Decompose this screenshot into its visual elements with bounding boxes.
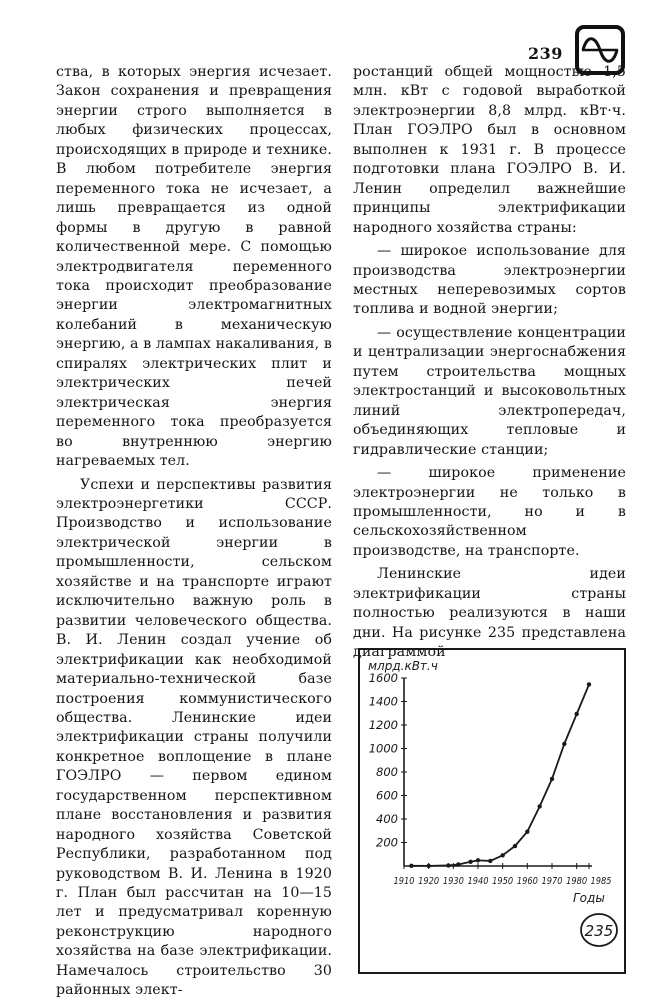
left-paragraph-2-text: Успехи и перспективы развития электроэнергетики СССР. Производство и использование электрической энергии в промышленности, сельском хозяйстве и на транспорте играют исключительно важную роль в развитии человеческого общества. В. И. Ленин создал учение об электрификации как необходимой материально-технической базе построения коммунистического общества. Ленинские идеи электрификации страны получили конкретное воплощение в плане ГОЭЛРО — первом едином государственном перспективном плане восстановления и развития народного хозяйства Советской Республики, разработанном под руководством В. И. Ленина в 1920 г. План был рассчитан на 10—15 лет и предусматривал коренную реконструкцию народного хозяйства на базе электрификации. <box>56 476 332 960</box>
x-tick-label: 1940 <box>467 876 489 887</box>
data-point <box>550 777 554 781</box>
right-paragraph-1: ростанций общей мощностью 1,5 млн. кВт с годовой выработкой электроэнергии 8,8 млрд. кВт·ч. План ГОЭЛРО был в основном выполнен к 1931 г. В процессе подготовки плана ГОЭЛРО В. И. Ленин определил важнейшие принципы электрификации народного хозяйства страны: <box>353 64 626 236</box>
x-axis-label: Годы <box>573 891 605 905</box>
page-number: 239 <box>528 44 563 63</box>
data-point <box>537 804 541 808</box>
data-point <box>476 858 480 862</box>
figure-number: 235 <box>584 922 614 940</box>
data-point <box>468 860 472 864</box>
data-point <box>587 682 591 686</box>
data-point <box>446 863 450 867</box>
data-point <box>574 712 578 716</box>
data-point <box>409 864 413 868</box>
y-tick-label: 800 <box>376 765 398 779</box>
y-tick-label: 1400 <box>368 694 398 709</box>
data-point <box>456 862 460 866</box>
x-tick-label: 1930 <box>442 876 464 887</box>
list-item-2: — осуществление концентрации и централизации энергоснабжения путем строительства мощных электростанций и высоковольтных линий электропередач, объединяющих тепловые и гидравлические станции; <box>353 324 626 458</box>
y-tick-label: 200 <box>376 835 398 850</box>
x-tick-label: 1970 <box>541 876 563 887</box>
x-tick-label: 1950 <box>492 876 514 887</box>
data-series-line <box>411 685 589 866</box>
figure-235-frame <box>358 648 626 974</box>
x-tick-label: 1960 <box>516 876 538 887</box>
y-tick-label: 1200 <box>368 718 398 732</box>
x-tick-label: 1985 <box>590 876 612 887</box>
list-item-1: — широкое использование для производства электроэнергии местных неперевозимых сортов топлива и водной энергии; <box>353 243 626 318</box>
data-point <box>525 829 529 833</box>
y-tick-label: 1000 <box>368 741 398 756</box>
right-column <box>353 63 626 663</box>
right-paragraph-2: Ленинские идеи электрификации страны полностью реализуются в наши дни. На рисунке 235 представлена диаграммой <box>353 566 626 661</box>
y-tick-label: 400 <box>376 812 398 826</box>
left-paragraph-2 <box>56 476 332 1001</box>
data-point <box>500 853 504 857</box>
data-point <box>488 859 492 863</box>
data-point <box>513 844 517 848</box>
x-tick-label: 1910 <box>393 876 415 887</box>
y-axis-label: млрд.кВт.ч <box>368 659 438 673</box>
y-tick-label: 600 <box>376 788 398 803</box>
data-point <box>426 864 430 868</box>
y-tick-label: 1600 <box>368 671 398 685</box>
x-tick-label: 1980 <box>566 876 588 887</box>
left-paragraph-1: ства, в которых энергия исчезает. Закон сохранения и превращения энергии строго выполняется в любых физических процессах, происходящих в природе и технике. В любом потребителе энергия переменного тока не исчезает, а лишь превращается из одной формы в другую в равной количественной мере. С помощью электродвигателя переменного тока происходит преобразование энергии электромагнитных колебаний в механическую энергию, а в лампах накаливания, в спиралях электрических плит и электрических печей электрическая энергия переменного тока преобразуется во внутреннюю энергию нагреваемых тел. <box>56 64 332 470</box>
left-column <box>56 63 332 1001</box>
electricity-production-chart <box>360 650 624 972</box>
left-paragraph-2-tail: Намечалось строительство 30 районных элект- <box>56 962 332 999</box>
list-item-3: — широкое применение электроэнергии не только в промышленности, но и в сельскохозяйственном производстве, на транспорте. <box>353 465 626 559</box>
data-point <box>562 742 566 746</box>
x-tick-label: 1920 <box>418 876 440 887</box>
